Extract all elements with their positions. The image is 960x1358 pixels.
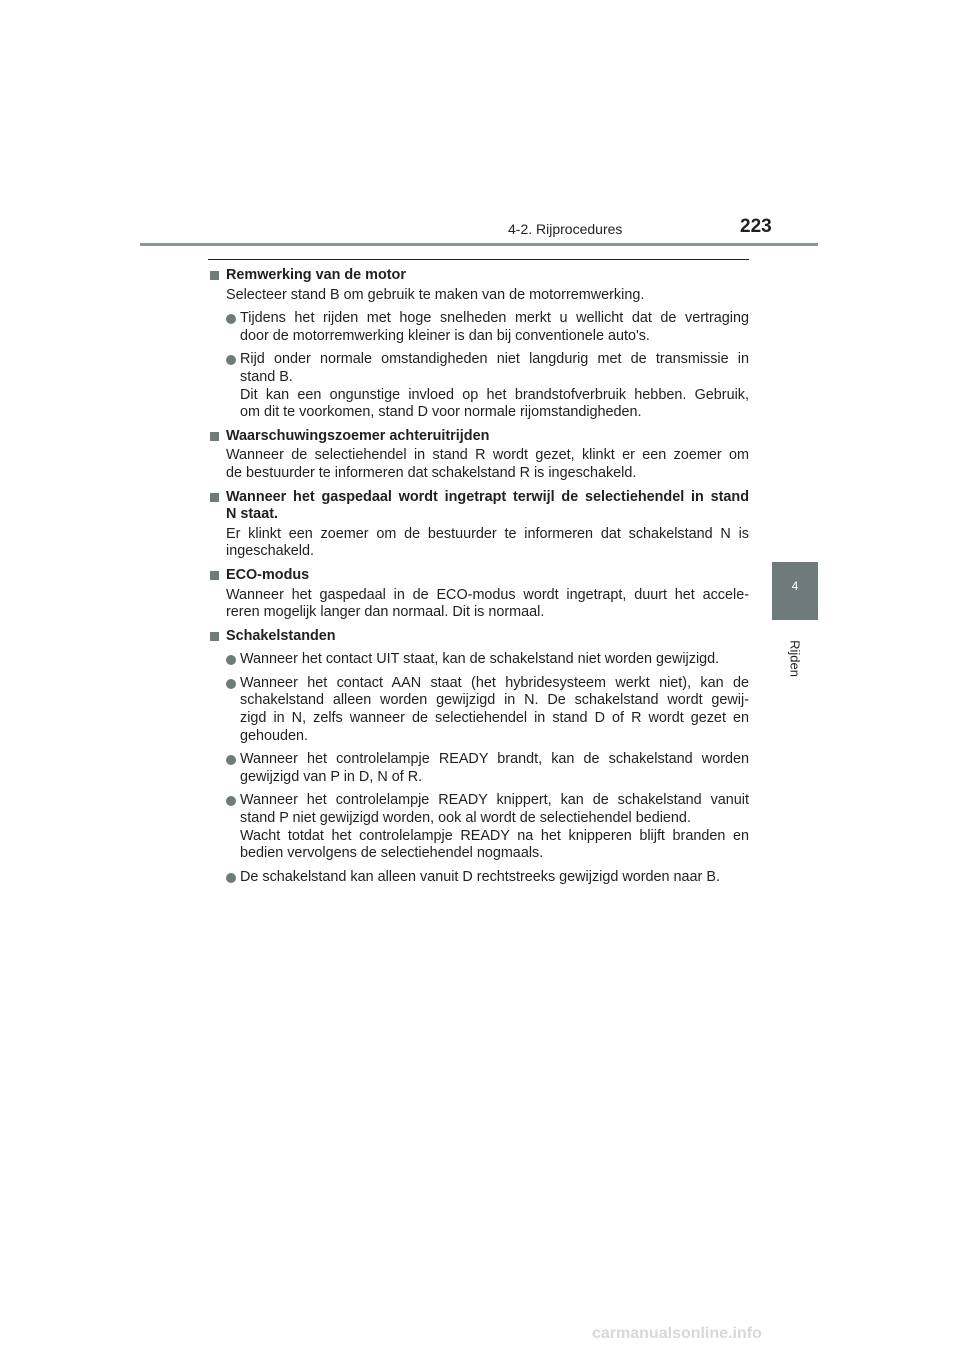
page-content xyxy=(209,267,749,892)
section-heading: Wanneer het gaspedaal wordt ingetrapt terwijl de selectiehendel in stand N staat. xyxy=(209,489,749,524)
page-number: 223 xyxy=(740,216,772,237)
header-section-title: 4-2. Rijprocedures xyxy=(508,221,623,237)
list-item: Wanneer het controlelampje READY knippert, kan de schakelstand vanuit stand P niet gewijzigd worden, ook al wordt de selectiehendel bediend. Wacht totdat het controlelampje READY na het knipperen blijft branden en bedien vervolgens de selectiehendel nogmaals. xyxy=(209,792,749,862)
header-divider xyxy=(140,243,818,246)
section-reverse-buzzer xyxy=(209,428,749,483)
circle-bullet-icon xyxy=(226,755,236,765)
section-heading: Schakelstanden xyxy=(209,628,749,646)
section-paragraph: Er klinkt een zoemer om de bestuurder te informeren dat schakelstand N is ingeschakeld. xyxy=(226,525,749,560)
square-bullet-icon xyxy=(210,571,219,580)
section-accelerator-in-neutral xyxy=(209,489,749,561)
list-item: De schakelstand kan alleen vanuit D rechtstreeks gewijzigd worden naar B. xyxy=(209,869,749,887)
square-bullet-icon xyxy=(210,632,219,641)
square-bullet-icon xyxy=(210,271,219,280)
chapter-tab-label: Rijden xyxy=(787,640,803,677)
section-engine-braking xyxy=(209,267,749,422)
square-bullet-icon xyxy=(210,432,219,441)
list-item: Tijdens het rijden met hoge snelheden merkt u wellicht dat de vertraging door de motorremwerking kleiner is dan bij conventionele auto's. xyxy=(209,310,749,345)
section-heading: ECO-modus xyxy=(209,567,749,585)
list-item: Wanneer het contact UIT staat, kan de schakelstand niet worden gewijzigd. xyxy=(209,651,749,669)
section-paragraph: Selecteer stand B om gebruik te maken van de motorremwerking. xyxy=(226,286,645,303)
section-paragraph: Wanneer de selectiehendel in stand R wordt gezet, klinkt er een zoemer om de bestuurder te informeren dat schakelstand R is ingeschakeld. xyxy=(226,447,749,481)
section-eco-mode xyxy=(209,567,749,622)
section-paragraph: Wanneer het gaspedaal in de ECO-modus wordt ingetrapt, duurt het accele- reren mogelijk langer dan normaal. Dit is normaal. xyxy=(226,586,749,621)
list-item: Wanneer het controlelampje READY brandt, kan de schakelstand worden gewijzigd van P in D, N of R. xyxy=(209,751,749,786)
list-item: Rijd onder normale omstandigheden niet langdurig met de transmissie in stand B. Dit kan een ongunstige invloed op het brandstofverbruik hebben. Gebruik, om dit te voorkomen, stand D voor normale rijomstandigheden. xyxy=(209,351,749,421)
watermark: carmanualsonline.info xyxy=(592,1325,762,1342)
section-heading: Remwerking van de motor xyxy=(209,267,749,285)
circle-bullet-icon xyxy=(226,873,236,883)
circle-bullet-icon xyxy=(226,796,236,806)
section-heading: Waarschuwingszoemer achteruitrijden xyxy=(209,428,749,446)
circle-bullet-icon xyxy=(226,655,236,665)
circle-bullet-icon xyxy=(226,314,236,324)
circle-bullet-icon xyxy=(226,679,236,689)
list-item: Wanneer het contact AAN staat (het hybridesysteem werkt niet), kan de schakelstand alleen worden gewijzigd in N. De schakelstand wordt gewij- zigd in N, zelfs wanneer de selectiehendel in stand D of R wordt gezet en gehouden. xyxy=(209,675,749,745)
content-divider xyxy=(208,259,749,260)
chapter-tab-number: 4 xyxy=(791,579,799,593)
section-shift-positions xyxy=(209,628,749,887)
square-bullet-icon xyxy=(210,493,219,502)
circle-bullet-icon xyxy=(226,355,236,365)
